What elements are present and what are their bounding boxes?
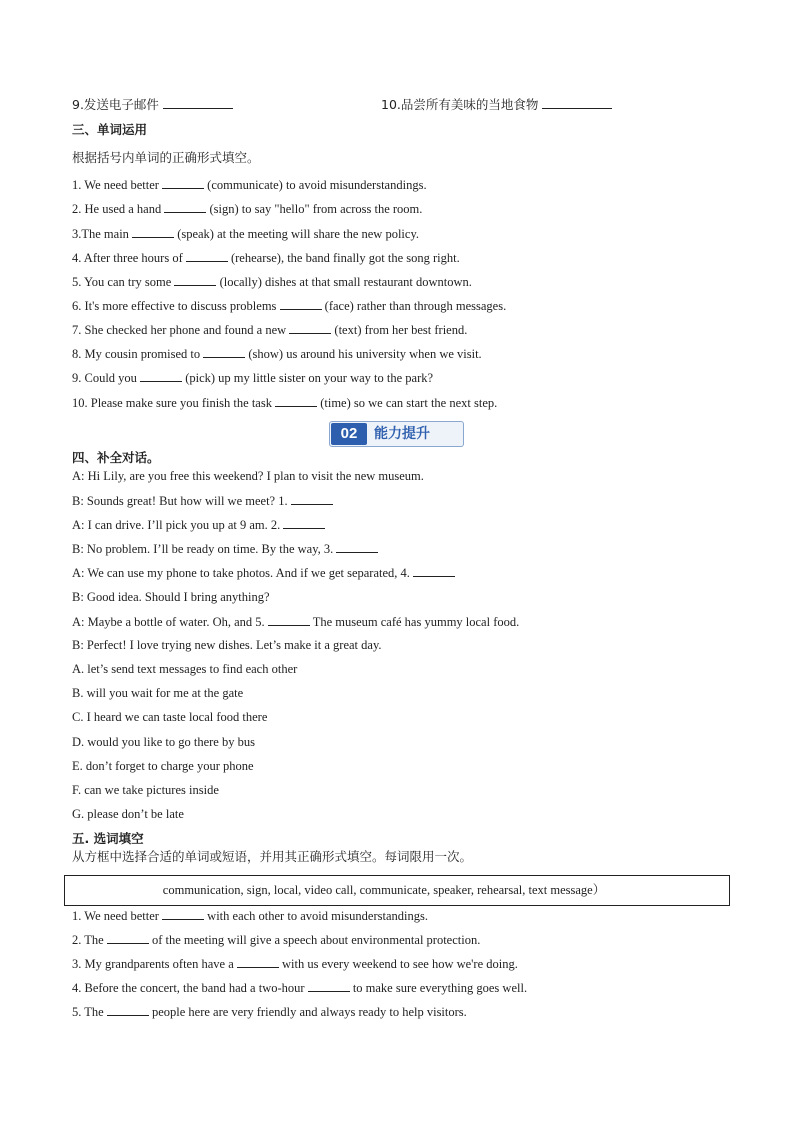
answer-blank[interactable] xyxy=(107,931,149,944)
dialogue-line xyxy=(72,589,270,605)
item-text: 3. My grandparents often have a xyxy=(72,957,234,971)
dialogue-text: A: Maybe a bottle of water. Oh, and 5. xyxy=(72,615,265,629)
item-text: (show) us around his university when we visit. xyxy=(248,347,482,361)
option-item: E. don’t forget to charge your phone xyxy=(72,759,254,773)
word-bank-text: communication, sign, local, video call, communicate, speaker, rehearsal, text message） xyxy=(162,883,606,897)
answer-blank[interactable] xyxy=(132,225,174,238)
item-text: 5. You can try some xyxy=(72,275,172,289)
top-item-10 xyxy=(381,96,612,113)
item-text: 4. Before the concert, the band had a two-hour xyxy=(72,981,305,995)
item-text: 5. The xyxy=(72,1005,104,1019)
item-text: 3.The main xyxy=(72,227,129,241)
answer-blank[interactable] xyxy=(164,200,206,213)
item-text: 1. We need better xyxy=(72,178,159,192)
section3-item xyxy=(72,297,506,314)
dialogue-line xyxy=(72,564,455,581)
section3-heading: 三、单词运用 xyxy=(72,122,148,137)
section5-heading: 五. 选词填空 xyxy=(72,831,144,846)
answer-blank[interactable] xyxy=(268,613,310,626)
answer-blank[interactable] xyxy=(289,321,331,334)
dialogue-text: A: Hi Lily, are you free this weekend? I plan to visit the new museum. xyxy=(72,469,424,483)
section5-item xyxy=(72,979,527,996)
answer-blank[interactable] xyxy=(280,297,322,310)
answer-blank[interactable] xyxy=(107,1003,149,1016)
answer-blank[interactable] xyxy=(308,979,350,992)
word-bank-box xyxy=(64,875,730,906)
option-item: G. please don’t be late xyxy=(72,807,184,821)
item-text: (communicate) to avoid misunderstandings. xyxy=(207,178,427,192)
item-text: to make sure everything goes well. xyxy=(352,981,528,995)
answer-blank[interactable] xyxy=(283,516,325,529)
item-text: 4. After three hours of xyxy=(72,251,183,265)
section3-item xyxy=(72,369,433,386)
answer-blank[interactable] xyxy=(174,273,216,286)
dialogue-line xyxy=(72,516,325,533)
dialogue-line xyxy=(72,492,333,509)
option-item: C. I heard we can taste local food there xyxy=(72,710,268,724)
section3-instruction: 根据括号内单词的正确形式填空。 xyxy=(72,150,260,165)
banner-title: 能力提升 xyxy=(374,426,430,442)
answer-blank[interactable] xyxy=(542,96,612,109)
item-text: 2. The xyxy=(72,933,104,947)
banner-number: 02 xyxy=(331,423,367,445)
dialogue-text: B: Good idea. Should I bring anything? xyxy=(72,590,270,604)
answer-blank[interactable] xyxy=(162,176,204,189)
item-text: (face) rather than through messages. xyxy=(324,299,507,313)
dialogue-line xyxy=(72,637,382,653)
answer-blank[interactable] xyxy=(237,955,279,968)
item-text: 2. He used a hand xyxy=(72,202,162,216)
top-item-9 xyxy=(72,96,233,113)
answer-blank[interactable] xyxy=(336,540,378,553)
item-text: with us every weekend to see how we're doing. xyxy=(282,957,518,971)
item-text: of the meeting will give a speech about environmental protection. xyxy=(151,933,481,947)
dialogue-text: B: Perfect! I love trying new dishes. Let’s make it a great day. xyxy=(72,638,382,652)
answer-blank[interactable] xyxy=(140,369,182,382)
section3-item xyxy=(72,273,472,290)
item-text: 7. She checked her phone and found a new xyxy=(72,323,287,337)
dialogue-text: The museum café has yummy local food. xyxy=(312,615,520,629)
section5-item xyxy=(72,1003,467,1020)
answer-blank[interactable] xyxy=(275,394,317,407)
item-text: 10. Please make sure you finish the task xyxy=(72,396,272,410)
option-item: D. would you like to go there by bus xyxy=(72,735,255,749)
dialogue-line xyxy=(72,613,519,630)
dialogue-text: A: We can use my phone to take photos. And if we get separated, 4. xyxy=(72,566,410,580)
item-text: people here are very friendly and always ready to help visitors. xyxy=(151,1005,467,1019)
option-item: A. let’s send text messages to find each other xyxy=(72,662,298,676)
item-text: (locally) dishes at that small restaurant downtown. xyxy=(219,275,472,289)
option-item: F. can we take pictures inside xyxy=(72,783,219,797)
answer-blank[interactable] xyxy=(163,96,233,109)
item-text: (sign) to say "hello" from across the room. xyxy=(209,202,423,216)
item-text: (pick) up my little sister on your way to the park? xyxy=(185,371,434,385)
item-text: (speak) at the meeting will share the new policy. xyxy=(177,227,420,241)
dialogue-line xyxy=(72,540,378,557)
section5-item xyxy=(72,907,428,924)
section5-instruction: 从方框中选择合适的单词或短语，并用其正确形式填空。每词限用一次。 xyxy=(72,849,473,864)
section3-item xyxy=(72,176,427,193)
item-text: 9.发送电子邮件 xyxy=(72,97,159,112)
option-item: B. will you wait for me at the gate xyxy=(72,686,244,700)
answer-blank[interactable] xyxy=(162,907,204,920)
item-text: 10.品尝所有美味的当地食物 xyxy=(381,97,539,112)
section5-item xyxy=(72,931,480,948)
item-text: 6. It's more effective to discuss problems xyxy=(72,299,277,313)
answer-blank[interactable] xyxy=(291,492,333,505)
item-text: 9. Could you xyxy=(72,371,137,385)
answer-blank[interactable] xyxy=(203,345,245,358)
dialogue-line xyxy=(72,468,424,484)
section3-item xyxy=(72,321,467,338)
item-text: (text) from her best friend. xyxy=(334,323,468,337)
answer-blank[interactable] xyxy=(186,249,228,262)
section3-item xyxy=(72,200,422,217)
item-text: with each other to avoid misunderstandings. xyxy=(207,909,428,923)
dialogue-text: B: Sounds great! But how will we meet? 1. xyxy=(72,494,288,508)
answer-blank[interactable] xyxy=(413,564,455,577)
item-text: (time) so we can start the next step. xyxy=(320,396,498,410)
section5-item xyxy=(72,955,518,972)
dialogue-text: A: I can drive. I’ll pick you up at 9 am. 2. xyxy=(72,518,281,532)
dialogue-text: B: No problem. I’ll be ready on time. By the way, 3. xyxy=(72,542,334,556)
section3-item xyxy=(72,249,460,266)
section-banner xyxy=(329,421,464,447)
section3-item xyxy=(72,225,419,242)
item-text: (rehearse), the band finally got the song right. xyxy=(230,251,460,265)
section4-heading: 四、补全对话。 xyxy=(72,450,160,465)
section3-item xyxy=(72,394,497,411)
item-text: 8. My cousin promised to xyxy=(72,347,201,361)
section3-item xyxy=(72,345,482,362)
item-text: 1. We need better xyxy=(72,909,159,923)
